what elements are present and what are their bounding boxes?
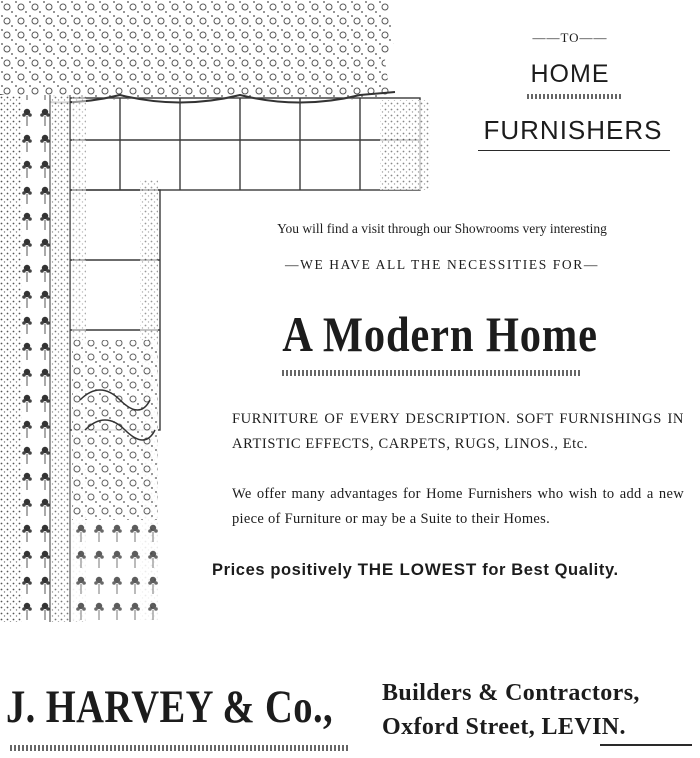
company-underline: [10, 745, 350, 751]
advantages-paragraph: We offer many advantages for Home Furnishers who wish to add a new piece of Furniture or may be a Suite to their Homes.: [232, 486, 684, 527]
company-name: J. HARVEY & Co.,: [6, 681, 334, 733]
home-heading: HOME: [530, 60, 610, 88]
prices-highlight: THE LOWEST: [357, 560, 478, 579]
trade-line: Builders & Contractors,: [382, 680, 640, 706]
furniture-paragraph: FURNITURE OF EVERY DESCRIPTION. SOFT FURNISHINGS IN ARTISTIC EFFECTS, CARPETS, RUGS, LINOS., Etc.: [232, 411, 684, 452]
prices-line: [212, 560, 692, 580]
to-line: ——TO——: [532, 30, 608, 45]
valance: [0, 0, 395, 103]
visit-line: You will find a visit through our Showrooms very interesting: [277, 221, 607, 236]
necessities-line: —WE HAVE ALL THE NECESSITIES FOR—: [285, 257, 599, 272]
headline-modern-home: A Modern Home: [282, 306, 598, 362]
address-line: Oxford Street, LEVIN.: [382, 714, 626, 740]
home-underline: [527, 94, 623, 99]
prices-prefix: Prices positively: [212, 561, 353, 579]
address-underline: [600, 744, 692, 746]
prices-suffix: for Best Quality.: [482, 561, 619, 579]
furnishers-underline: [478, 150, 670, 151]
headline-underline: [282, 370, 582, 376]
furnishers-heading: FURNISHERS: [483, 115, 663, 145]
lace-panel: [72, 340, 158, 620]
